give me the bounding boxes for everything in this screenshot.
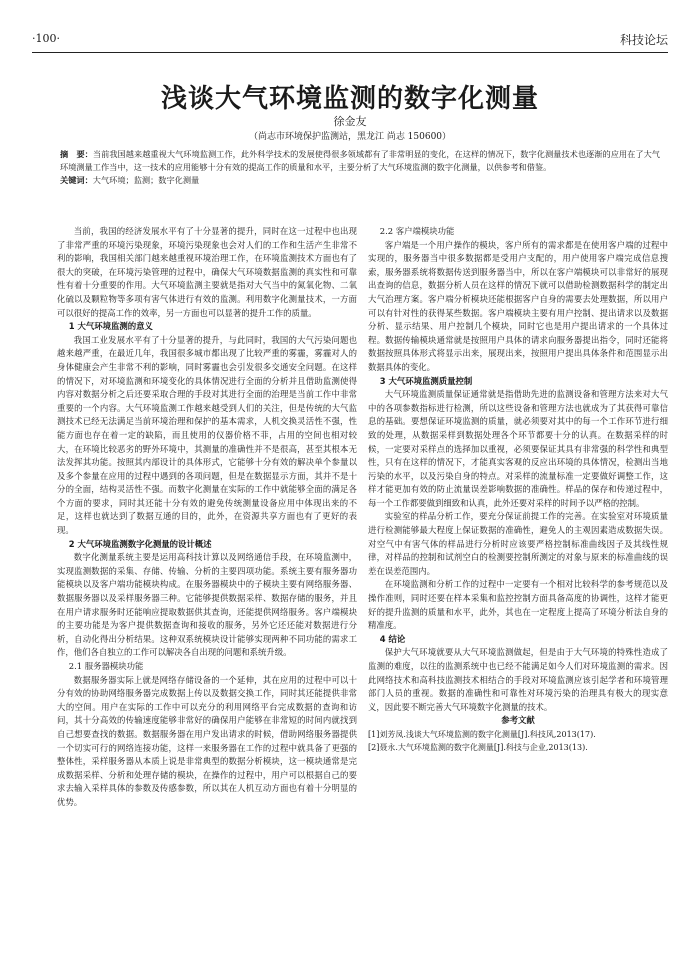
journal-name: 科技论坛: [619, 33, 668, 47]
header-divider: [32, 52, 668, 53]
section-2-1-heading: 2.1 服务器模块功能: [68, 661, 144, 671]
section-2-2-heading: 2.2 客户端模块功能: [379, 226, 455, 236]
section-3-paragraph-3: 在环境监测和分析工作的过程中一定要有一个相对比较科学的参考规范以及操作准则，同时还要在样本采集和监控控制方面具备高度的协调性，这样才能更好的提升监测的质量和水平，此外，其也在一定程度上提高了环境分析法自身的精准度。: [368, 579, 668, 631]
reference-item: [1]刘芳凤.浅谈大气环境监测的数字化测量[J].科技风,2013(17).: [368, 729, 596, 739]
article-title: 浅谈大气环境监测的数字化测量: [160, 84, 539, 114]
author-name: 徐金友: [333, 115, 367, 128]
body-column-right: [368, 225, 668, 754]
reference-item: [2]聂永.大气环境监测的数字化测量[J].科技与企业,2013(13).: [368, 742, 588, 752]
abstract-text: 当前我国越来越重视大气环境监测工作，此外科学技术的发展使得很多领域都有了非常明显的变化，在这样的情况下，数字化测量技术也逐渐的应用在了大气环境测量工作当中，这一技术的应用能够十分有效的提高工作的质量和水平，主要分析了大气环境监测的数字化测量，以供参考和借鉴。: [60, 149, 660, 172]
section-4-paragraph: 保护大气环境就要从大气环境监测做起，但是由于大气环境的特殊性造成了监测的难度，以往的监测系统中也已经不能满足如今人们对环境监测的需求。因此网络技术和高科技监测技术相结合的手段对环境监测应该引起学者和环境管理部门人员的重视。数据的准确性和可靠性对环境污染的治理具有极大的现实意义，因此要不断完善大气环境数字化测量的技术。: [368, 647, 668, 712]
abstract-block: [60, 148, 660, 187]
section-2-1-paragraph: 数据服务器实际上就是网络存储设备的一个延伸，其在应用的过程中可以十分有效的协助网络服务器完成数据上传以及数据交换工作，同时其还能提供非常大的空间。用户在实际的工作中可以充分的利用网络平台完成数据的查询和访问，其十分高效的传输速度能够非常好的确保用户能够在非常短的时间内就找到自己想要查找的数据。数据服务器在用户发出请求的时候，借助网络服务器提供一个切实可行的网络连接功能，这样一来服务器在工作的过程中就具备了更强的整体性，采样服务器从本质上说是非常典型的数据分析模块，这一模块通常是完成数据采样、分析和处理存储的模块，在操作的过程中，用户可以根据自己的要求去输入采样具体的参数及传感参数，所以其在人机互动方面也有着十分明显的优势。: [57, 674, 357, 807]
page-number: ·100·: [32, 32, 60, 45]
section-4-heading: 4 结论: [379, 633, 406, 644]
section-1-heading: 1 大气环境监测的意义: [68, 321, 153, 332]
author-affiliation: （尚志市环境保护监测站，黑龙江 尚志 150600）: [248, 132, 452, 142]
abstract-label: 摘 要：: [60, 149, 93, 159]
section-3-paragraph-2: 实验室的样品分析工作，要充分保证前提工作的完善。在实验室对环境质量进行检测能够最大程度上保证数据的准确性，避免人的主观因素造成数据失误。对空气中有害气体的样品进行分析时应该要严格控制标准曲线因子及其线性规律，对样品的控制和试剂空白的检测要控制所测定的对象与原来的标准曲线的误差在误差范围内。: [368, 511, 668, 576]
section-1-paragraph: 我国工业发展水平有了十分显著的提升，与此同时，我国的大气污染问题也越来越严重，在最近几年，我国很多城市都出现了比较严重的雾霾，雾霾对人的身体健康会产生非常不利的影响，同时雾霾也会引发很多交通安全问题。在这样的情况下，对环境监测和环境变化的具体情况进行全面的分析并且借助监测使得内容对数据分析之后还要采取合理的手段对其进行全面的治理是当前工作中非常重要的一个内容。大气环境监测工作越来越受到人们的关注，但是传统的大气监测技术已经无法满足当前环境治理和保护的基本需求，人机交换灵活性不强，性能方面也存在着一定的缺陷，而且使用的仪器价格不菲，占用的空间也相对较大，在环境比较恶劣的野外环境中，其测量的准确性并不是很高，甚至其根本无法发挥其功能。按照其内部设计的具体形式，它能够十分有效的解决单个参量以及多个参量在应用的过程中遇到的各项问题，但是在数据显示方面，其并不是十分的全面，结构灵活性不强。而数字化测量在实际的工作中就能够全面的满足各个方面的要求，同时其还能十分有效的避免传统测量设备应用中体现出来的不足，这样也就达到了数据互通的目的，此外，在资源共享方面也有了更好的表现。: [57, 334, 357, 536]
page-header: [32, 28, 668, 50]
keywords: [60, 174, 660, 187]
intro-paragraph: 当前，我国的经济发展水平有了十分显著的提升，同时在这一过程中也出现了非常严重的环境污染现象，环境污染现象也会对人们的工作和生活产生非常不利的影响，我国相关部门越来越重视环境治理工作，在环境监测技术方面也有了很大的突破，在环境污染管理的过程中，确保大气环境数据监测的真实性和可靠性有着十分重要的作用。大气环境监测主要就是指对大气当中的氮氧化物、二氧化硫以及颗粒物等多项有害气体进行有效的监测。利用数字化测量技术，一方面可以很好的提高工作的效率，另一方面也可以显著的提升工作的质量。: [57, 226, 357, 318]
section-2-paragraph: 数字化测量系统主要是运用高科技计算以及网络通信手段，在环境监测中，实现监测数据的采集、存储、传输、分析的主要四项功能。系统主要有服务器功能模块以及客户端功能模块构成。在服务器模块中的子模块主要有网络服务器、数据服务器以及采样服务器三种。它能够提供数据采样、数据存储的服务，并且在用户请求服务时还能响应提取数据供其查询，还能提供网络服务。客户端模块的主要功能是为客户提供数据查询和接收的服务，另外它还还能对数据进行分析，自动化得出分析结果。这种双系统模块设计能够实现两种不同功能的需求工作，他们各自独立的工作可以解决各自出现的问题和系统升级。: [57, 552, 357, 658]
keywords-text: 大气环境；监测；数字化测量: [92, 175, 200, 185]
keywords-label: 关键词：: [60, 175, 93, 185]
section-3-paragraph-1: 大气环境监测质量保证通常就是指借助先进的监测设备和管理方法来对大气中的各项参数指标进行检测，所以这些设备和管理方法也就成为了其获得可靠信息的基础。要想保证环境监测的质量，就必须要对其中的每一个工作环节进行细致的处理，从数据采样到数据处理各个环节都要十分的认真。在数据采样的时候，一定要对采样点的选择加以重视，必须要保证其具有非常强的科学性和典型性，只有在这样的情况下，才能真实客观的反应出环境的具体情况，检测出当地污染的水平，以及污染自身的特点。对采样的流量标准一定要做好调整工作，这样才能更加有效的防止流量误差影响数据的准确性。样品的保存和传递过程中，每一个工作都要做到细致和认真，此外还要对采样的时间予以严格的控制。: [368, 389, 668, 508]
body-column-left: [57, 225, 357, 810]
references-heading: 参考文献: [501, 715, 535, 726]
section-3-heading: 3 大气环境监测质量控制: [379, 375, 473, 386]
section-2-heading: 2 大气环境监测数字化测量的设计概述: [68, 538, 212, 549]
abstract: [60, 148, 660, 173]
section-2-2-paragraph: 客户端是一个用户操作的模块，客户所有的需求都是在使用客户端的过程中实现的，服务器当中很多数据都是受用户支配的，用户使用客户端完成信息搜索，服务器系统将数据传送到服务器当中，所以在客户端模块可以非常好的展现出查询的信息，数据分析人员在这样的情况下就可以借助检测数据科学的制定出大气治理方案。客户端分析模块还能根据客户自身的需要去处理数据，所以用户可以有针对性的获得某些数据。客户端模块主要有用户控制、提出请求以及数据分析、显示结果、用户控制几个模块，同时它也是用户提出请求的一个具体过程。数据传输模块通常就是按照用户具体的请求向服务器提出指令，同时还能将数据按照具体形式将显示出来，展现出来，按照用户提出具体条件和范围显示出数据具体的变化。: [368, 239, 668, 372]
